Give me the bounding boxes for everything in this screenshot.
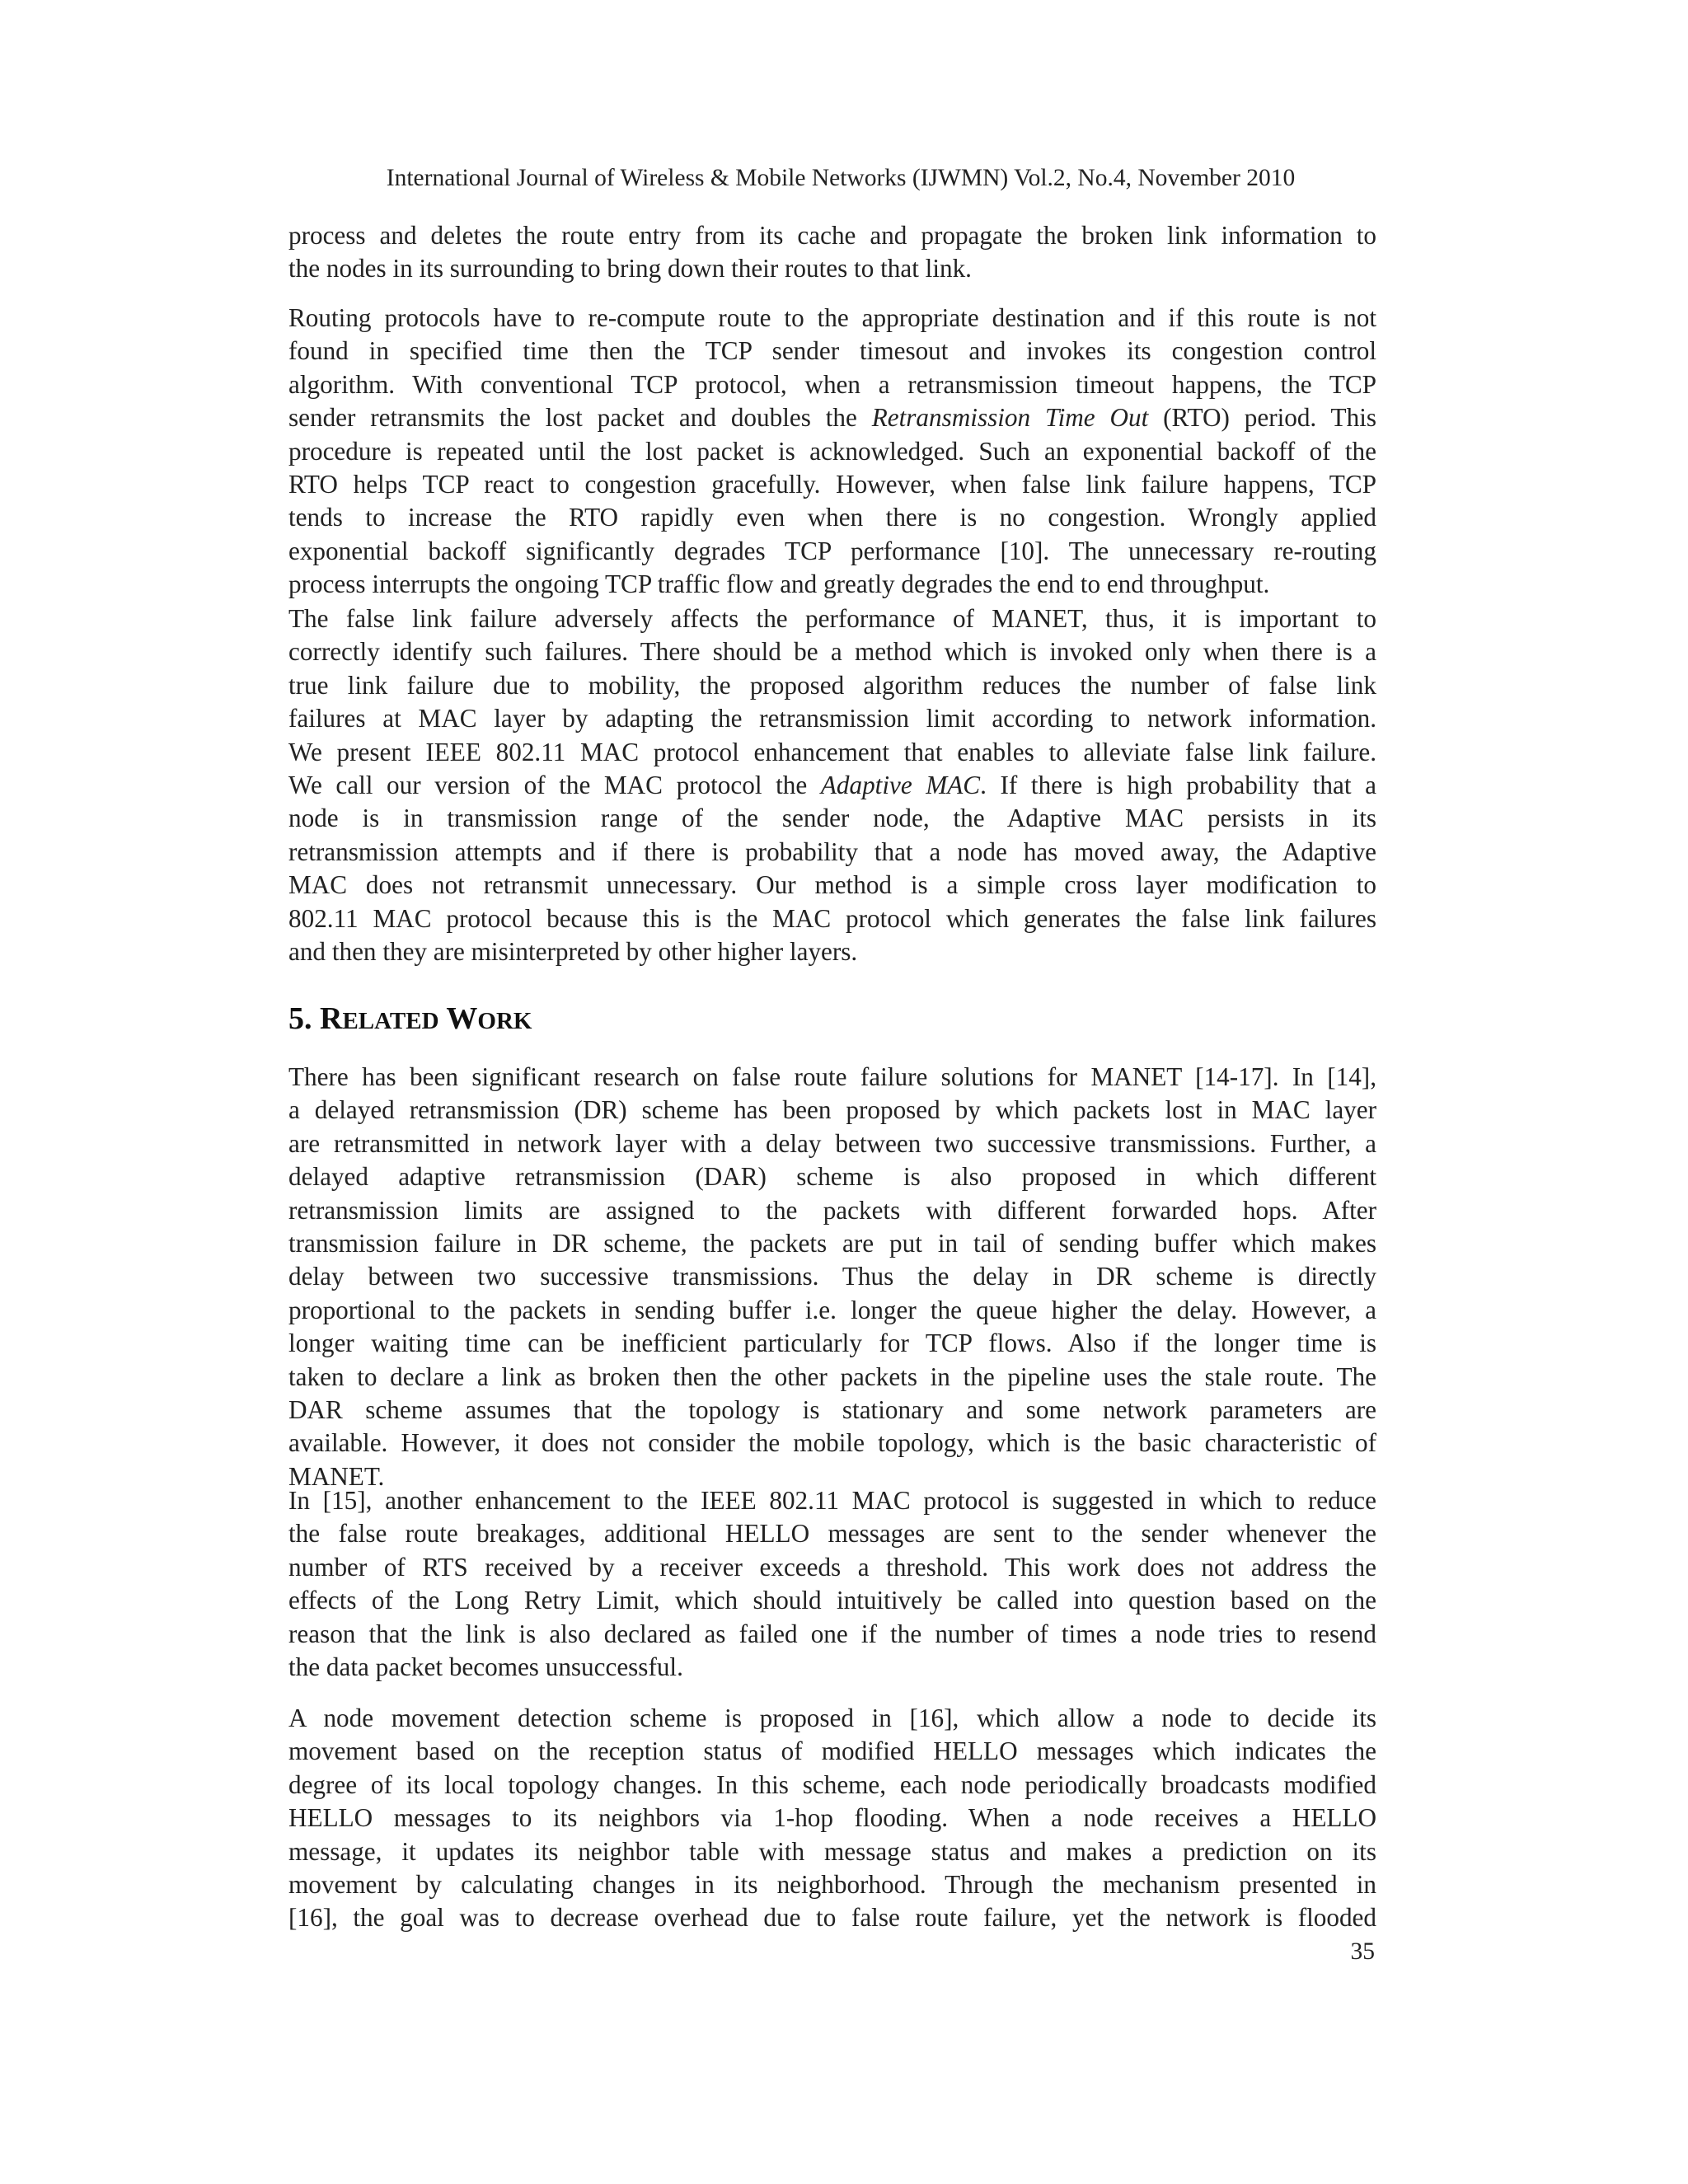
text-line: tends to increase the RTO rapidly even when there is no congestion. Wrongly applied <box>288 503 1376 532</box>
text-line: algorithm. With conventional TCP protocol, when a retransmission timeout happens, the TCP <box>288 369 1376 399</box>
text-line: transmission failure in DR scheme, the packets are put in tail of sending buffer which makes <box>288 1229 1376 1258</box>
text-line: delay between two successive transmissions. Thus the delay in DR scheme is directly <box>288 1262 1376 1291</box>
text-line: proportional to the packets in sending buffer i.e. longer the queue higher the delay. However, a <box>288 1295 1376 1324</box>
italic-term: Adaptive MAC <box>820 771 981 800</box>
italic-term: Retransmission Time Out <box>871 403 1149 433</box>
text-line: true link failure due to mobility, the proposed algorithm reduces the number of false link <box>288 670 1376 700</box>
text-line: movement based on the reception status of modified HELLO messages which indicates the <box>288 1736 1376 1766</box>
paragraph-1 <box>288 219 1376 286</box>
text-line: the nodes in its surrounding to bring down their routes to that link. <box>288 254 972 284</box>
text-line: longer waiting time can be inefficient particularly for TCP flows. Also if the longer time is <box>288 1329 1376 1358</box>
text-line: We present IEEE 802.11 MAC protocol enhancement that enables to alleviate false link failure. <box>288 737 1376 766</box>
running-header: International Journal of Wireless & Mobile Networks (IJWMN) Vol.2, No.4, November 2010 <box>386 165 1296 191</box>
text-line: number of RTS received by a receiver exceeds a threshold. This work does not address the <box>288 1552 1376 1582</box>
section-title-initial: W <box>446 1001 478 1036</box>
text-line: A node movement detection scheme is proposed in [16], which allow a node to decide its <box>288 1704 1376 1732</box>
text-segment: . If there is high probability that a <box>980 771 1376 800</box>
text-line: DAR scheme assumes that the topology is stationary and some network parameters are <box>288 1395 1376 1425</box>
text-line: process and deletes the route entry from its cache and propagate the broken link information to <box>288 221 1376 250</box>
text-line: movement by calculating changes in its neighborhood. Through the mechanism presented in <box>288 1870 1376 1900</box>
text-line: the data packet becomes unsuccessful. <box>288 1652 683 1682</box>
text-line: available. However, it does not consider the mobile topology, which is the basic characteristic of <box>288 1428 1376 1458</box>
paragraph-3 <box>288 602 1376 968</box>
text-line: exponential backoff significantly degrades TCP performance [10]. The unnecessary re-routing <box>288 536 1376 565</box>
related-work-paragraph-3 <box>288 1702 1376 1935</box>
text-line: and then they are misinterpreted by other higher layers. <box>288 937 858 967</box>
text-line: are retransmitted in network layer with a delay between two successive transmissions. Further, a <box>288 1128 1376 1158</box>
text-line: procedure is repeated until the lost packet is acknowledged. Such an exponential backoff of the <box>288 436 1376 466</box>
text-segment: (RTO) period. This <box>1148 403 1376 433</box>
text-line: 802.11 MAC protocol because this is the MAC protocol which generates the false link failures <box>288 903 1376 933</box>
text-line: The false link failure adversely affects the performance of MANET, thus, it is important to <box>288 604 1376 633</box>
text-line: retransmission attempts and if there is probability that a node has moved away, the Adaptive <box>288 837 1376 866</box>
text-line: message, it updates its neighbor table with message status and makes a prediction on its <box>288 1836 1376 1866</box>
text-segment: We call our version of the MAC protocol the <box>288 771 821 800</box>
text-line: correctly identify such failures. There should be a method which is invoked only when there is a <box>288 637 1376 667</box>
text-line: MANET. <box>288 1461 385 1491</box>
section-title-smallcaps: ORK <box>477 1008 532 1034</box>
page-number: 35 <box>1350 1938 1375 1965</box>
paragraph-2 <box>288 302 1376 602</box>
text-line: effects of the Long Retry Limit, which should intuitively be called into question based on the <box>288 1586 1376 1615</box>
section-number: 5. <box>288 1001 312 1036</box>
text-line: degree of its local topology changes. In this scheme, each node periodically broadcasts modified <box>288 1769 1376 1799</box>
text-line: RTO helps TCP react to congestion gracefully. However, when false link failure happens, TCP <box>288 470 1376 499</box>
text-line-with-italic <box>288 401 1376 434</box>
text-line-with-italic <box>288 769 1376 802</box>
text-line: [16], the goal was to decrease overhead due to false route failure, yet the network is flooded <box>288 1903 1376 1933</box>
related-work-paragraph-2 <box>288 1484 1376 1684</box>
text-line: Routing protocols have to re-compute route to the appropriate destination and if this route is not <box>288 303 1376 332</box>
text-line: taken to declare a link as broken then the other packets in the pipeline uses the stale route. The <box>288 1361 1376 1391</box>
text-line: MAC does not retransmit unnecessary. Our method is a simple cross layer modification to <box>288 870 1376 900</box>
text-line: the false route breakages, additional HELLO messages are sent to the sender whenever the <box>288 1519 1376 1549</box>
section-title-initial: R <box>320 1001 343 1036</box>
text-line: delayed adaptive retransmission (DAR) scheme is also proposed in which different <box>288 1162 1376 1192</box>
text-line: process interrupts the ongoing TCP traffic flow and greatly degrades the end to end throughput. <box>288 569 1270 599</box>
text-line: HELLO messages to its neighbors via 1-hop flooding. When a node receives a HELLO <box>288 1803 1376 1833</box>
text-line: In [15], another enhancement to the IEEE 802.11 MAC protocol is suggested in which to reduce <box>288 1486 1376 1515</box>
text-line: failures at MAC layer by adapting the retransmission limit according to network information. <box>288 704 1376 733</box>
text-line: There has been significant research on false route failure solutions for MANET [14-17]. In [14], <box>288 1062 1376 1091</box>
section-title-smallcaps: ELATED <box>342 1008 439 1034</box>
related-work-paragraph-1 <box>288 1061 1376 1493</box>
text-line: reason that the link is also declared as failed one if the number of times a node tries to resend <box>288 1619 1376 1648</box>
text-line: a delayed retransmission (DR) scheme has been proposed by which packets lost in MAC layer <box>288 1095 1376 1125</box>
text-segment: sender retransmits the lost packet and doubles the <box>288 403 872 433</box>
text-line: found in specified time then the TCP sender timesout and invokes its congestion control <box>288 336 1376 366</box>
section-heading <box>288 999 532 1041</box>
text-line: retransmission limits are assigned to the packets with different forwarded hops. After <box>288 1195 1376 1225</box>
text-line: node is in transmission range of the sender node, the Adaptive MAC persists in its <box>288 804 1376 833</box>
